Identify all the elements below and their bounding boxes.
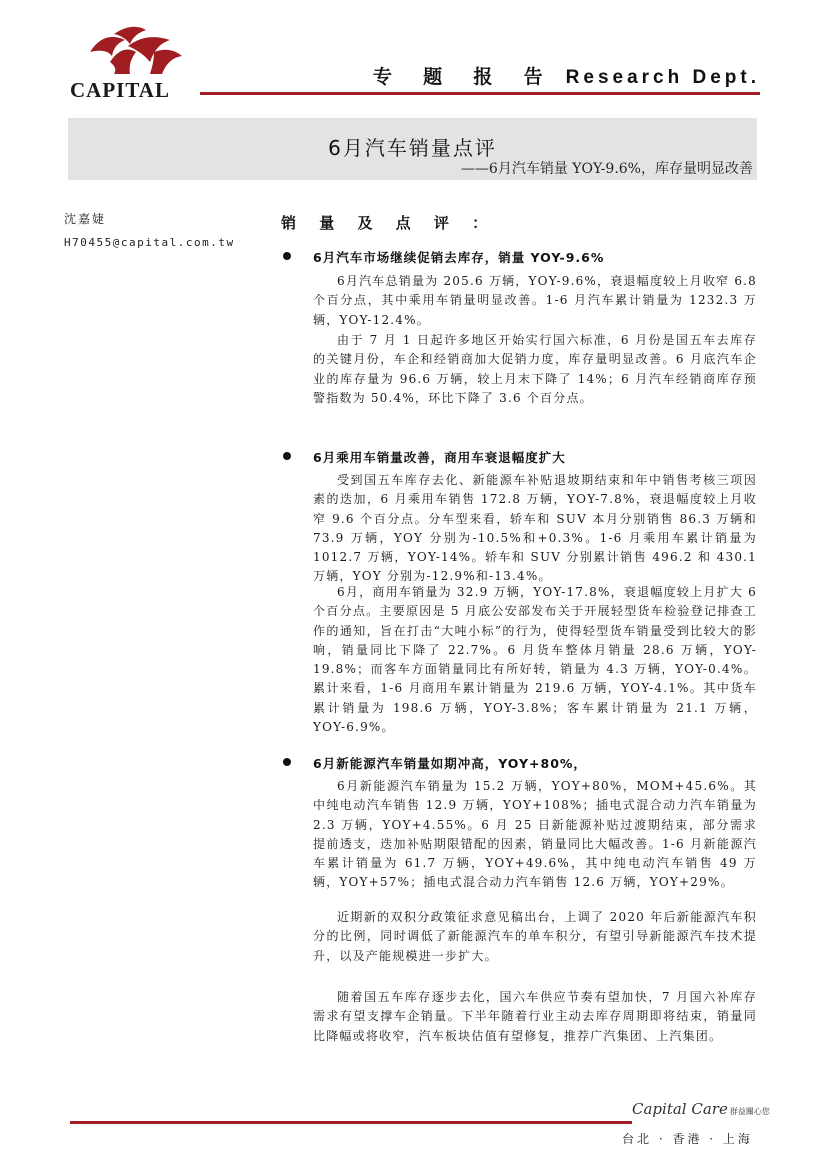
footer-divider [70, 1121, 632, 1124]
capital-care-logo: Capital Care [632, 1100, 728, 1118]
research-dept: Research Dept. [565, 67, 760, 88]
report-header [360, 62, 760, 89]
page-title: 6月汽车销量点评 [328, 136, 497, 160]
author-name: 沈嘉婕 [64, 212, 107, 226]
paragraph: 近期新的双积分政策征求意见稿出台，上调了 2020 年后新能源汽车积分的比例，同时调低了新能源汽车的单车积分，有望引导新能源汽车技术提升，以及产能规模进一步扩大。 [313, 910, 757, 963]
report-type: 专 题 报 告 [372, 67, 556, 88]
bullet-title: 6月新能源汽车销量如期冲高，YOY+80%， [313, 756, 587, 771]
conclusion-paragraph: 随着国五车库存逐步去化，国六车供应节奏有望加快，7 月国六补库存需求有望支撑车企销量。下半年随着行业主动去库存周期即将结束，销量同比降幅或将收窄，汽车板块估值有望修复，推荐广汽集团、上汽集团。 [313, 990, 757, 1043]
eagle-logo-icon [70, 22, 200, 82]
bullet-title: 6月乘用车销量改善，商用车衰退幅度扩大 [313, 450, 566, 465]
capital-care-tagline: 群益關心您 [729, 1107, 770, 1116]
capital-logo [70, 22, 200, 102]
bullet-title: 6月汽车市场继续促销去库存，销量 YOY-9.6% [313, 250, 605, 265]
bullet-icon [283, 252, 291, 260]
logo-wordmark: CAPITAL [70, 78, 170, 102]
paragraph: 6月新能源汽车销量为 15.2 万辆，YOY+80%，MOM+45.6%。其中纯电动汽车销售 12.9 万辆，YOY+108%；插电式混合动力汽车销量为 2.3 万辆，YOY+4.55%。6 月 25 日新能源补贴过渡期结束，部分需求提前透支，迭加补贴期限错配的因素，销量同比大幅改善。1-6 月新能源汽车累计销量为 61.7 万辆，YOY+49.6%，其中纯电动汽车销售 49 万辆，YOY+57%；插电式混合动力汽车销售 12.6 万辆，YOY+29%。 [313, 779, 757, 890]
section-heading: 销 量 及 点 评 ： [281, 214, 497, 232]
footer-brand [632, 1100, 770, 1118]
bullet-icon [283, 758, 291, 766]
footer-cities: 台北 · 香港 · 上海 [622, 1132, 753, 1146]
bullet-icon [283, 452, 291, 460]
paragraph: 由于 7 月 1 日起许多地区开始实行国六标准，6 月份是国五车去库存的关键月份，车企和经销商加大促销力度，库存量明显改善。6 月底汽车企业的库存量为 96.6 万辆，较上月末下降了 14%；6 月汽车经销商库存预警指数为 50.4%，环比下降了 3.6 个百分点。 [313, 333, 757, 405]
header-divider [200, 92, 760, 95]
paragraph: 6月汽车总销量为 205.6 万辆，YOY-9.6%，衰退幅度较上月收窄 6.8 个百分点，其中乘用车销量明显改善。1-6 月汽车累计销量为 1232.3 万辆，YOY-12.4%。 [313, 274, 757, 327]
title-band [68, 118, 757, 180]
page-subtitle: ——6月汽车销量 YOY-9.6%，库存量明显改善 [460, 161, 753, 177]
author-email[interactable]: H70455@capital.com.tw [64, 236, 235, 249]
paragraph: 6月，商用车销量为 32.9 万辆，YOY-17.8%，衰退幅度较上月扩大 6 个百分点。主要原因是 5 月底公安部发布关于开展轻型货车检验登记排查工作的通知，旨在打击“大吨小标”的行为，使得轻型货车销量受到比较大的影响，销量同比下降了 22.7%。6 月货车整体月销量 28.6 万辆，YOY-19.8%；而客车方面销量同比有所好转，销量为 4.3 万辆，YOY-0.4%。累计来看，1-6 月商用车累计销量为 219.6 万辆，YOY-4.1%。其中货车累计销量为 198.6 万辆，YOY-3.8%；客车累计销量为 21.1 万辆，YOY-6.9%。 [313, 585, 757, 735]
paragraph: 受到国五车库存去化、新能源车补贴退坡期结束和年中销售考核三项因素的迭加，6 月乘用车销售 172.8 万辆，YOY-7.8%，衰退幅度较上月收窄 9.6 个百分点。分车型来看，轿车和 SUV 本月分别销售 86.3 万辆和 73.9 万辆，YOY 分别为-10.5%和+0.3%。1-6 月乘用车累计销量为 1012.7 万辆，YOY-14%。轿车和 SUV 分别累计销售 496.2 和 430.1 万辆，YOY 分别为-12.9%和-13.4%。 [313, 473, 757, 584]
